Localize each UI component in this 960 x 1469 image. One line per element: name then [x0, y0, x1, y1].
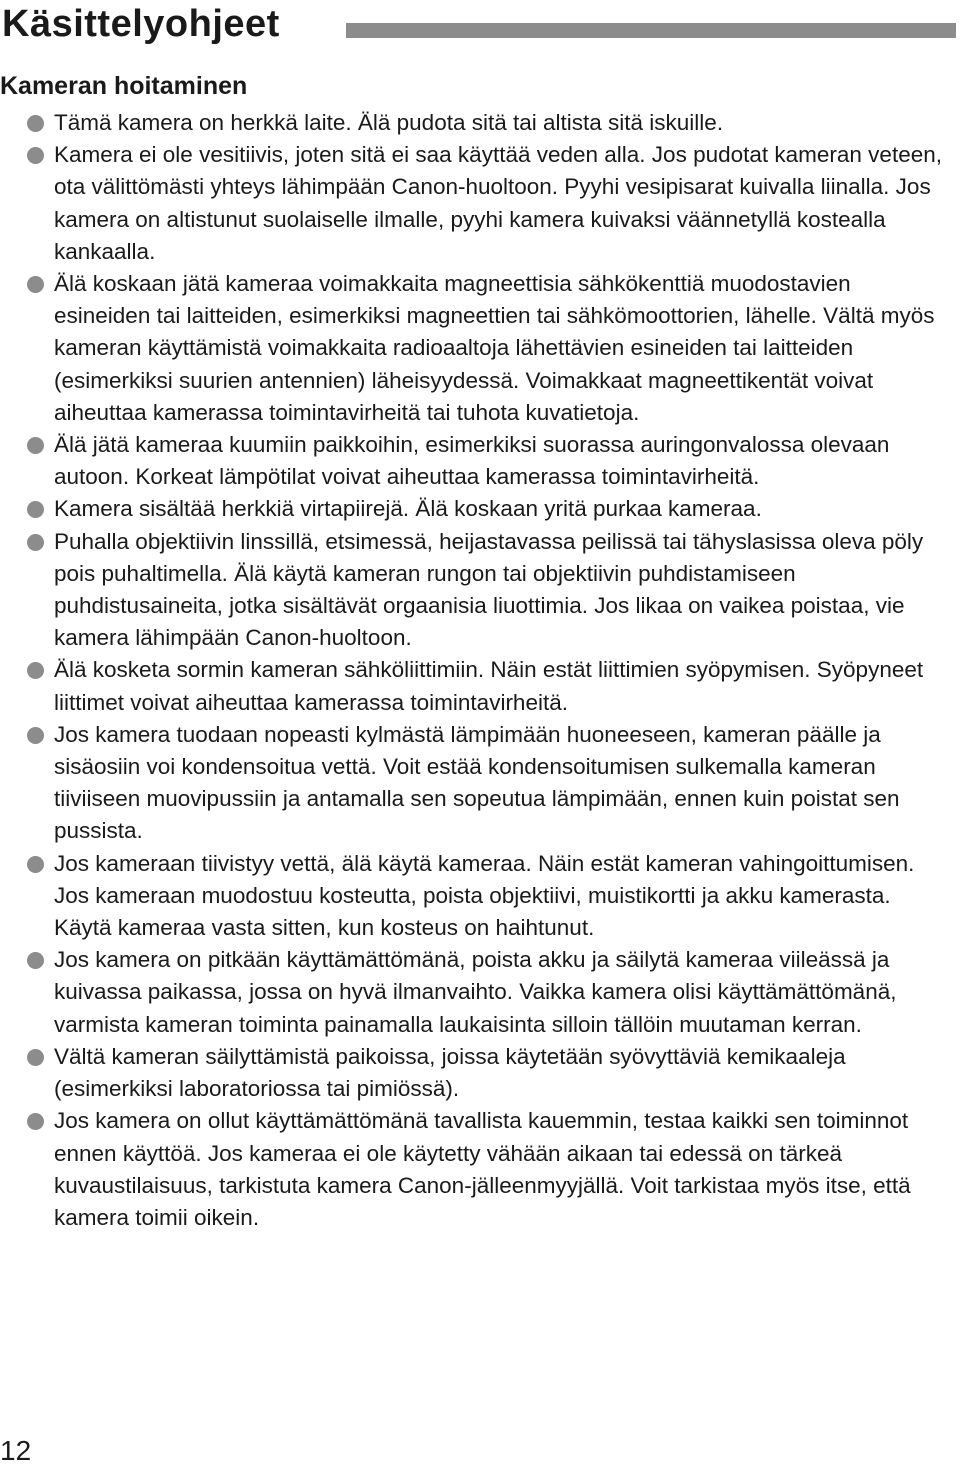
list-item — [0, 654, 950, 718]
list-item — [0, 139, 950, 268]
list-item-text: Älä koskaan jätä kameraa voimakkaita magneettisia sähkökenttiä muodostavien esineiden tai laitteiden, esimerkiksi magneettien tai sähkömoottorien, lähelle. Vältä myös kameran käyttämistä voimakkaita radioaaltoja lähettävien esineiden tai laitteiden (esimerkiksi suurien antennien) läheisyydessä. Voimakkaat magneettikentät voivat aiheuttaa kamerassa toimintavirheitä tai tuhota kuvatietoja. — [54, 271, 935, 425]
bullet-icon — [27, 147, 44, 164]
list-item-text: Älä kosketa sormin kameran sähköliittimiin. Näin estät liittimien syöpymisen. Syöpyneet liittimet voivat aiheuttaa kamerassa toimintavirheitä. — [54, 657, 924, 715]
list-item-text: Jos kamera tuodaan nopeasti kylmästä lämpimään huoneeseen, kameran päälle ja sisäosiin voi kondensoitua vettä. Voit estää kondensoitumisen sulkemalla kameran tiiviiseen muovipussiin ja antamalla sen sopeutua lämpimään, ennen kuin poistat sen pussista. — [54, 721, 900, 844]
list-item — [0, 268, 950, 429]
bullet-icon — [27, 115, 44, 132]
bullet-icon — [27, 952, 44, 969]
bullet-icon — [27, 276, 44, 293]
list-item — [0, 944, 950, 1041]
bullet-icon — [27, 727, 44, 744]
section-heading: Kameran hoitaminen — [0, 72, 248, 100]
list-item — [0, 429, 950, 493]
bullet-icon — [27, 662, 44, 679]
list-item — [0, 719, 950, 848]
bullet-icon — [27, 501, 44, 518]
care-instructions-list — [0, 107, 950, 1234]
list-item — [0, 107, 950, 139]
page-header — [0, 0, 960, 50]
list-item — [0, 1105, 950, 1234]
bullet-icon — [27, 1113, 44, 1130]
bullet-icon — [27, 1049, 44, 1066]
bullet-icon — [27, 437, 44, 454]
bullet-icon — [27, 856, 44, 873]
list-item-text: Jos kamera on pitkään käyttämättömänä, poista akku ja säilytä kameraa viileässä ja kuivassa paikassa, jossa on hyvä ilmanvaihto. Vaikka kamera olisi käyttämättömänä, varmista kameran toiminta painamalla laukaisinta silloin tällöin muutaman kerran. — [54, 947, 897, 1037]
page-title: Käsittelyohjeet — [2, 3, 280, 45]
list-item-text: Älä jätä kameraa kuumiin paikkoihin, esimerkiksi suorassa auringonvalossa olevaan autoon. Korkeat lämpötilat voivat aiheuttaa kamerassa toimintavirheitä. — [54, 432, 890, 490]
list-item — [0, 1041, 950, 1105]
title-decorative-bar — [346, 23, 956, 38]
list-item — [0, 526, 950, 655]
list-item-text: Tämä kamera on herkkä laite. Älä pudota sitä tai altista sitä iskuille. — [54, 110, 724, 135]
list-item-text: Kamera sisältää herkkiä virtapiirejä. Älä koskaan yritä purkaa kameraa. — [54, 496, 762, 522]
list-item — [0, 848, 950, 945]
list-item-text: Jos kameraan tiivistyy vettä, älä käytä kameraa. Näin estät kameran vahingoittumisen. Jos kameraan muodostuu kosteutta, poista objektiivi, muistikortti ja akku kamerasta. Käytä kameraa vasta sitten, kun kosteus on haihtunut. — [54, 850, 915, 941]
list-item — [0, 493, 950, 525]
bullet-icon — [27, 534, 44, 551]
list-item-text: Vältä kameran säilyttämistä paikoissa, joissa käytetään syövyttäviä kemikaaleja (esimerkiksi laboratoriossa tai pimiössä). — [54, 1043, 846, 1102]
list-item-text: Jos kamera on ollut käyttämättömänä tavallista kauemmin, testaa kaikki sen toiminnot ennen käyttöä. Jos kameraa ei ole käytetty vähään aikaan tai edessä on tärkeä kuvaustilaisuus, tarkistuta kamera Canon-jälleenmyyjällä. Voit tarkistaa myös itse, että kamera toimii oikein. — [54, 1108, 911, 1230]
list-item-text: Kamera ei ole vesitiivis, joten sitä ei saa käyttää veden alla. Jos pudotat kameran veteen, ota välittömästi yhteys lähimpään Canon-huoltoon. Pyyhi vesipisarat kuivalla liinalla. Jos kamera on altistunut suolaiselle ilmalle, pyyhi kamera kuivaksi väännetyllä kostealla kankaalla. — [54, 142, 942, 264]
list-item-text: Puhalla objektiivin linssillä, etsimessä, heijastavassa peilissä tai tähyslasissa oleva pöly pois puhaltimella. Älä käytä kameran rungon tai objektiivin puhdistamiseen puhdistusaineita, jotka sisältävät orgaanisia liuottimia. Jos likaa on vaikea poistaa, vie kamera lähimpään Canon-huoltoon. — [54, 528, 924, 651]
page-number: 12 — [0, 1435, 32, 1466]
